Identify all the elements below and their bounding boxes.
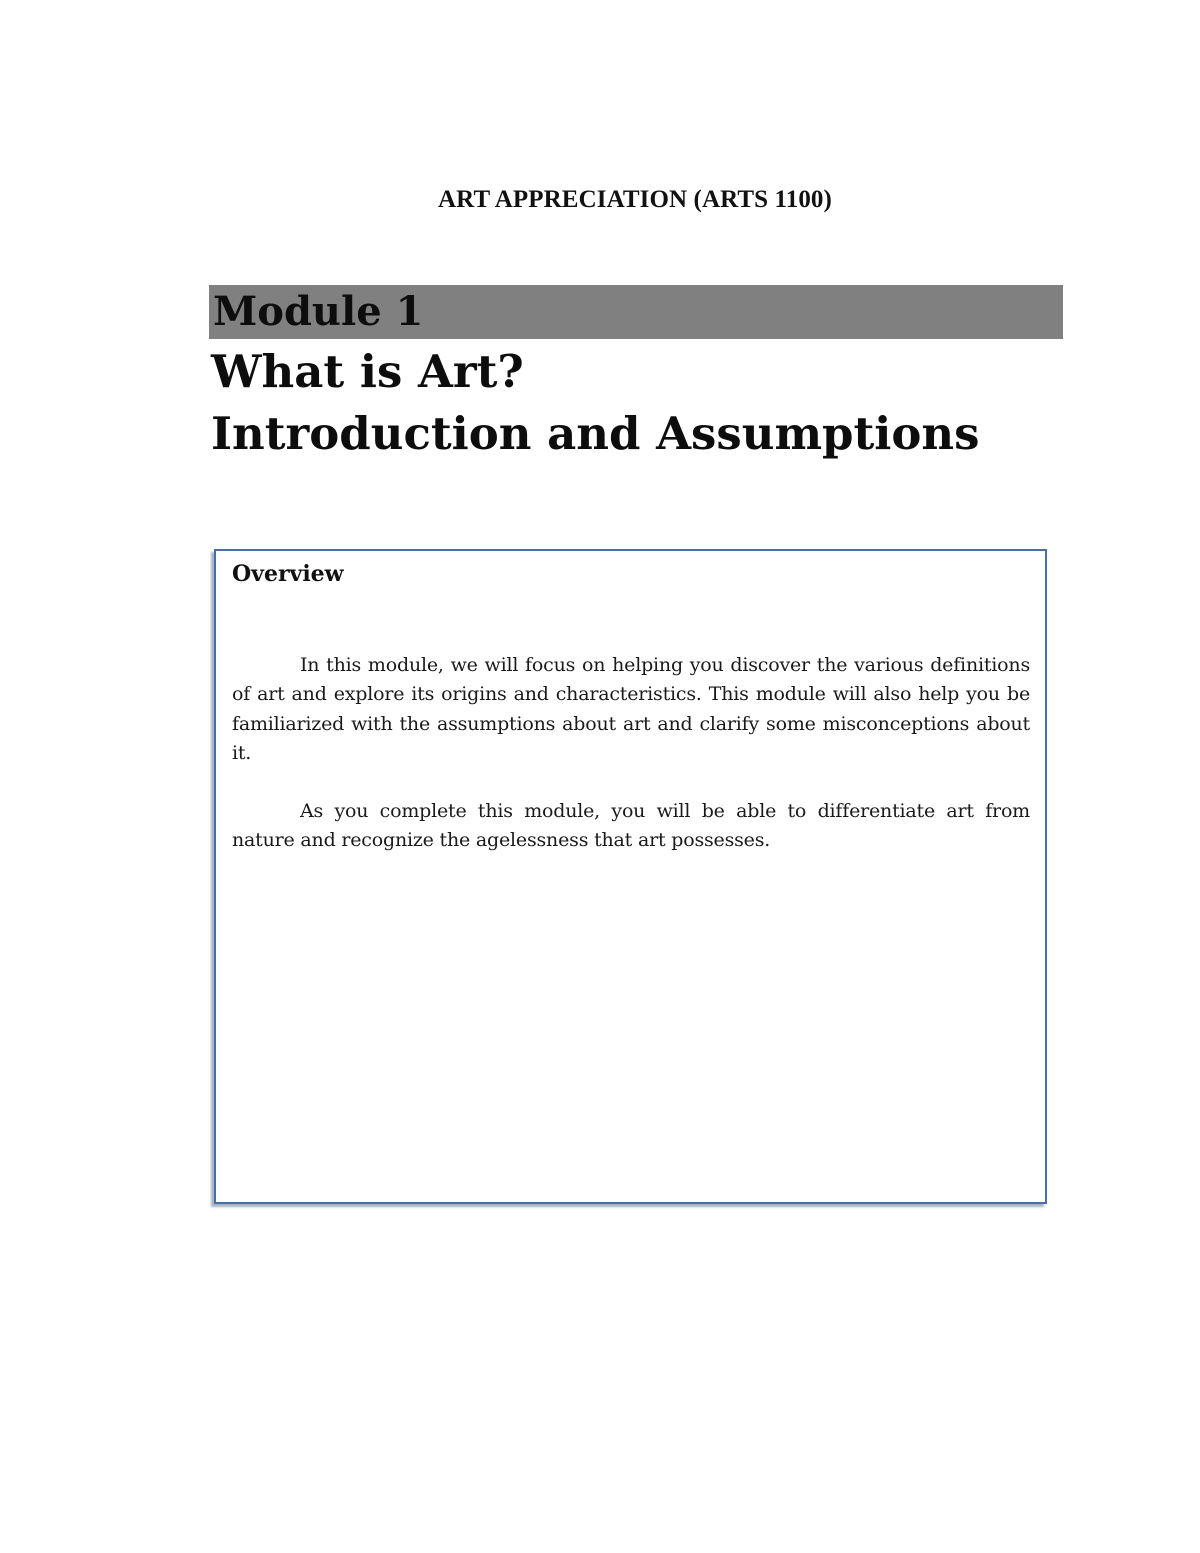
module-title-line-2: Introduction and Assumptions	[211, 407, 980, 460]
overview-paragraph-1: In this module, we will focus on helping you discover the various definitions of art and explore its origins and characteristics. This module will also help you be familiarized with the assumptions about art and clarify some misconceptions about it.	[232, 654, 1030, 764]
module-title	[211, 341, 979, 465]
module-label-bar	[209, 285, 1063, 339]
overview-box	[214, 549, 1047, 1204]
overview-paragraph-2: As you complete this module, you will be able to differentiate art from nature and recognize the agelessness that art possesses.	[232, 800, 1030, 852]
course-title: ART APPRECIATION (ARTS 1100)	[438, 186, 832, 213]
module-title-line-1: What is Art?	[211, 345, 524, 398]
module-label: Module 1	[213, 288, 424, 335]
overview-heading: Overview	[232, 561, 344, 587]
overview-text	[232, 651, 1030, 885]
